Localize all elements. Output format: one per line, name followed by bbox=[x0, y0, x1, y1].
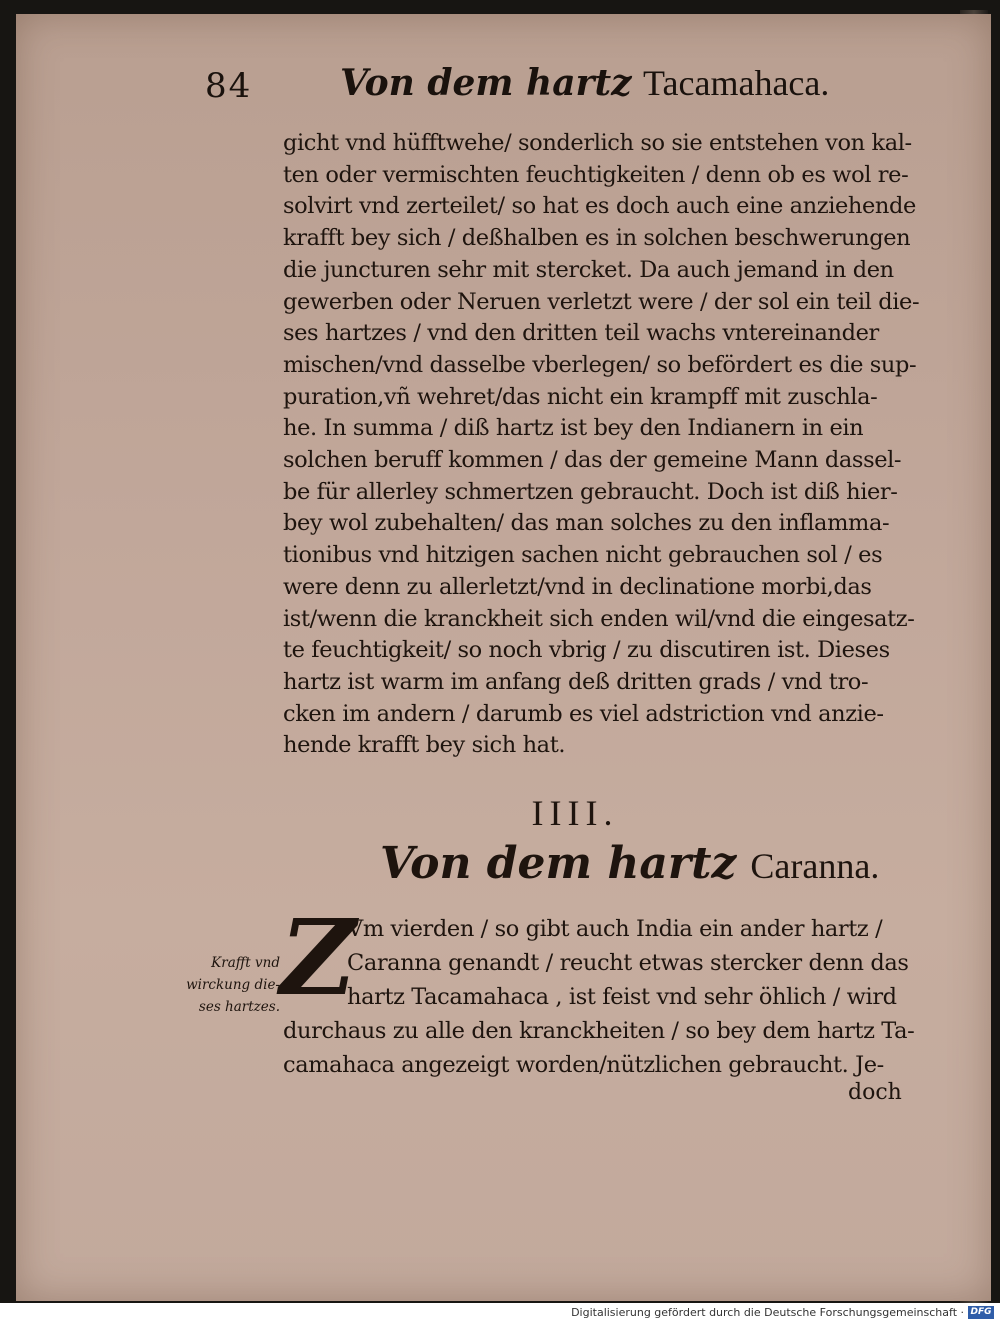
text-line: te feuchtigkeit/ so noch vbrig / zu discutiren ist. Dieses bbox=[283, 637, 890, 664]
text-line: hartz Tacamahaca , ist feist vnd sehr öhlich / wird bbox=[347, 984, 897, 1010]
footer-bar bbox=[0, 1303, 1000, 1323]
catchword: doch bbox=[848, 1080, 902, 1105]
margin-note-line: wirckung die- bbox=[186, 977, 280, 993]
text-line: gewerben oder Neruen verletzt were / der sol ein teil die- bbox=[283, 288, 920, 315]
main-text-block bbox=[283, 128, 920, 762]
text-line: ten oder vermischten feuchtigkeiten / denn ob es wol re- bbox=[283, 161, 909, 188]
text-line: ses hartzes / vnd den dritten teil wachs vntereinander bbox=[283, 320, 879, 347]
text-line: gicht vnd hüfftwehe/ sonderlich so sie entstehen von kal- bbox=[283, 130, 912, 156]
text-line: Vm vierden / so gibt auch India ein ander hartz / bbox=[347, 916, 883, 942]
running-head-title bbox=[340, 62, 829, 104]
text-line: puration,vñ wehret/das nicht ein krampff mit zuschla- bbox=[283, 383, 878, 410]
section-text-block bbox=[283, 912, 915, 1082]
page-number: 84 bbox=[205, 66, 253, 106]
text-line: durchaus zu alle den kranckheiten / so bey dem hartz Ta- bbox=[283, 1018, 915, 1044]
text-line: solchen beruff kommen / das der gemeine Mann dassel- bbox=[283, 447, 902, 474]
text-line: be für allerley schmertzen gebraucht. Doch ist diß hier- bbox=[283, 478, 898, 505]
section-title-roman: Caranna. bbox=[750, 846, 880, 886]
text-line: cken im andern / darumb es viel adstriction vnd anzie- bbox=[283, 700, 884, 727]
margin-note-line: Krafft vnd bbox=[211, 955, 280, 971]
text-line: bey wol zubehalten/ das man solches zu den inflamma- bbox=[283, 510, 890, 537]
text-line: he. In summa / diß hartz ist bey den Indianern in ein bbox=[283, 415, 864, 442]
text-line: were denn zu allerletzt/vnd in declinatione morbi,das bbox=[283, 573, 872, 600]
text-line: camahaca angezeigt worden/nützlichen gebraucht. Je- bbox=[283, 1052, 884, 1078]
text-line: mischen/vnd dasselbe vberlegen/ so befördert es die sup- bbox=[283, 351, 917, 378]
margin-note-line: ses hartzes. bbox=[198, 999, 280, 1015]
running-head-roman: Tacamahaca. bbox=[643, 63, 830, 103]
text-line: Caranna genandt / reucht etwas stercker denn das bbox=[347, 950, 909, 976]
section-number: IIII. bbox=[531, 793, 619, 833]
section-title bbox=[380, 838, 879, 889]
text-line: die juncturen sehr mit stercket. Da auch jemand in den bbox=[283, 256, 894, 283]
drop-cap-initial: Z bbox=[280, 896, 356, 1019]
running-header bbox=[0, 62, 1000, 122]
section-title-gothic: Von dem hartz bbox=[380, 838, 737, 889]
text-line: ist/wenn die kranckheit sich enden wil/vnd die eingesatz- bbox=[283, 605, 915, 632]
dfg-logo-icon: DFG bbox=[968, 1306, 994, 1319]
running-head-gothic: Von dem hartz bbox=[340, 62, 632, 104]
funding-credit: Digitalisierung gefördert durch die Deutsche Forschungsgemeinschaft · bbox=[571, 1306, 964, 1319]
text-line: hartz ist warm im anfang deß dritten grads / vnd tro- bbox=[283, 668, 869, 695]
text-line: hende krafft bey sich hat. bbox=[283, 732, 566, 759]
margin-note bbox=[170, 952, 280, 1018]
text-line: tionibus vnd hitzigen sachen nicht gebrauchen sol / es bbox=[283, 542, 883, 569]
text-line: solvirt vnd zerteilet/ so hat es doch auch eine anziehende bbox=[283, 193, 916, 220]
text-line: krafft bey sich / deßhalben es in solchen beschwerungen bbox=[283, 225, 911, 252]
